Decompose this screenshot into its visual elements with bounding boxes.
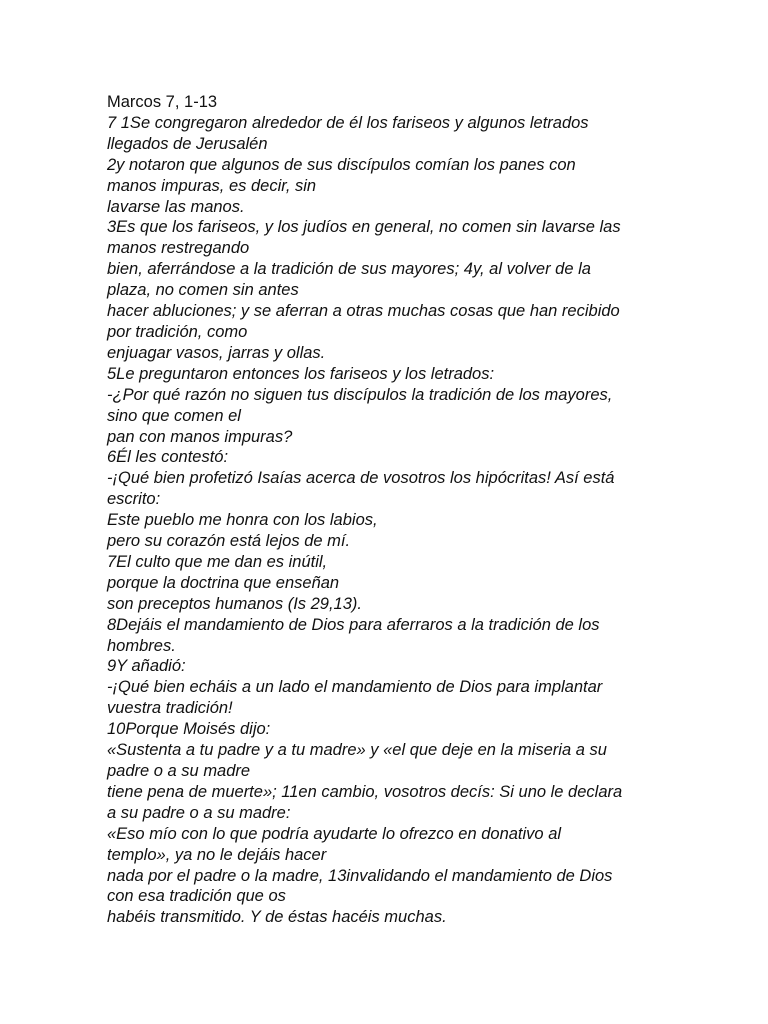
scripture-text [107, 113, 667, 928]
text-line: 3Es que los fariseos, y los judíos en general, no comen sin lavarse las [107, 218, 621, 237]
text-line: padre o a su madre [107, 762, 251, 780]
document-title: Marcos 7, 1-13 [107, 93, 218, 111]
text-line: 2y notaron que algunos de sus discípulos comían los panes con [107, 155, 576, 174]
text-line: porque la doctrina que enseñan [107, 573, 340, 592]
text-line: 7 1Se congregaron alrededor de él los fariseos y algunos letrados [107, 113, 589, 132]
text-line: -¿Por qué razón no siguen tus discípulos la tradición de los mayores, [107, 385, 613, 404]
text-line: Este pueblo me honra con los labios, [107, 511, 378, 530]
text-line: hombres. [107, 636, 176, 655]
text-line: tiene pena de muerte»; 11en cambio, vosotros decís: Si uno le declara [107, 782, 623, 801]
text-line: vuestra tradición! [107, 699, 233, 718]
text-line: pero su corazón está lejos de mí. [107, 532, 351, 551]
text-line: manos restregando [107, 239, 250, 258]
text-line: 7El culto que me dan es inútil, [107, 552, 328, 571]
text-line: sino que comen el [107, 406, 241, 425]
text-line: plaza, no comen sin antes [107, 281, 299, 300]
text-line: lavarse las manos. [107, 197, 245, 216]
text-line: son preceptos humanos (Is 29,13). [107, 594, 362, 613]
text-line: 6Él les contestó: [107, 448, 229, 467]
text-line: escrito: [107, 490, 161, 509]
text-line: 8Dejáis el mandamiento de Dios para aferraros a la tradición de los [107, 615, 600, 634]
text-line: enjuagar vasos, jarras y ollas. [107, 343, 326, 362]
text-line: -¡Qué bien echáis a un lado el mandamiento de Dios para implantar [107, 678, 603, 697]
text-line: «Sustenta a tu padre y a tu madre» y «el que deje en la miseria a su [107, 741, 607, 760]
text-line: bien, aferrándose a la tradición de sus mayores; 4y, al volver de la [107, 260, 591, 279]
text-line: nada por el padre o la madre, 13invalidando el mandamiento de Dios [107, 866, 613, 885]
text-line: a su padre o a su madre: [107, 803, 291, 822]
text-line: con esa tradición que os [107, 887, 286, 906]
text-line: habéis transmitido. Y de éstas hacéis muchas. [107, 908, 447, 927]
text-line: hacer abluciones; y se aferran a otras muchas cosas que han recibido [107, 302, 620, 321]
text-line: por tradición, como [107, 322, 248, 341]
text-line: templo», ya no le dejáis hacer [107, 845, 327, 864]
text-line: «Eso mío con lo que podría ayudarte lo ofrezco en donativo al [107, 824, 562, 843]
text-line: 10Porque Moisés dijo: [107, 720, 271, 739]
text-line: -¡Qué bien profetizó Isaías acerca de vosotros los hipócritas! Así está [107, 469, 615, 488]
document-body [107, 92, 667, 928]
text-line: pan con manos impuras? [107, 427, 293, 446]
text-line: llegados de Jerusalén [107, 134, 268, 153]
text-line: manos impuras, es decir, sin [107, 176, 317, 195]
text-line: 5Le preguntaron entonces los fariseos y los letrados: [107, 364, 495, 383]
text-line: 9Y añadió: [107, 657, 186, 676]
